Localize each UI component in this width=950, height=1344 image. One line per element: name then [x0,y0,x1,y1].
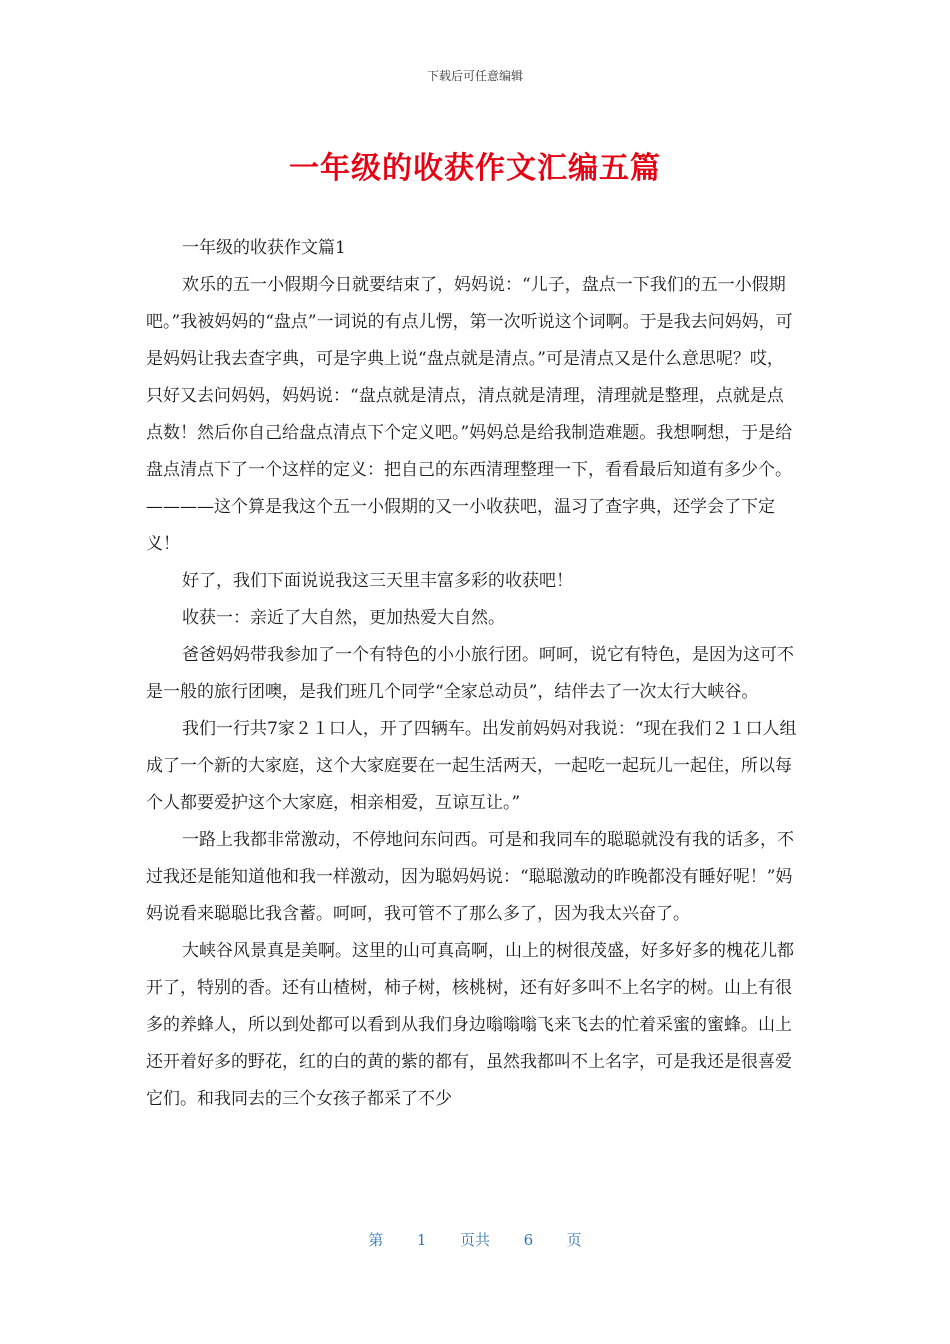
page-suffix: 页 [566,1231,582,1249]
paragraph: 我们一行共7家２１口人，开了四辆车。出发前妈妈对我说：“现在我们２１口人组成了一个新的大家庭，这个大家庭要在一起生活两天，一起吃一起玩儿一起住，所以每个人都要爱护这个大家庭，相亲相爱，互谅互让。” [146,719,797,813]
document-title: 一年级的收获作文汇编五篇 [289,151,661,186]
paragraph: 大峡谷风景真是美啊。这里的山可真高啊，山上的树很茂盛，好多好多的槐花儿都开了，特别的香。还有山楂树，柿子树，核桃树，还有好多叫不上名字的树。山上有很多的养蜂人，所以到处都可以看到从我们身边嗡嗡嗡飞来飞去的忙着采蜜的蜜蜂。山上还开着好多的野花，红的白的黄的紫的都有，虽然我都叫不上名字，可是我还是很喜爱它们。和我同去的三个女孩子都采了不少 [146,941,794,1109]
page-current: 1 [416,1231,427,1249]
paragraph: 收获一：亲近了大自然，更加热爱大自然。 [182,608,505,628]
page-middle: 页共 [459,1231,490,1249]
page-prefix: 第 [368,1231,384,1249]
paragraph: 好了，我们下面说说我这三天里丰富多彩的收获吧！ [182,571,573,591]
paragraph: 欢乐的五一小假期今日就要结束了，妈妈说：“儿子，盘点一下我们的五一小假期吧。”我被妈妈的“盘点”一词说的有点儿愣，第一次听说这个词啊。于是我去问妈妈，可是妈妈让我去查字典，可是字典上说“盘点就是清点。”可是清点又是什么意思呢？哎，只好又去问妈妈，妈妈说：“盘点就是清点，清点就是清理，清理就是整理，点就是点点数！然后你自己给盘点清点下个定义吧。”妈妈总是给我制造难题。我想啊想，于是给盘点清点下了一个这样的定义：把自己的东西清理整理一下，看看最后知道有多少个。————这个算是我这个五一小假期的又一小收获吧，温习了查字典，还学会了下定义！ [146,275,793,554]
section-heading: 一年级的收获作文篇1 [182,238,346,258]
header-note: 下载后可任意编辑 [426,69,523,83]
paragraph: 爸爸妈妈带我参加了一个有特色的小小旅行团。呵呵，说它有特色，是因为这可不是一般的旅行团噢，是我们班几个同学“全家总动员”，结伴去了一次太行大峡谷。 [146,645,794,702]
document-body [146,230,800,1118]
paragraph: 一路上我都非常激动，不停地问东问西。可是和我同车的聪聪就没有我的话多，不过我还是能知道他和我一样激动，因为聪妈妈说：“聪聪激动的昨晚都没有睡好呢！”妈妈说看来聪聪比我含蓄。呵呵，我可管不了那么多了，因为我太兴奋了。 [146,830,794,924]
page-total: 6 [523,1231,534,1249]
page-footer [0,1229,950,1250]
